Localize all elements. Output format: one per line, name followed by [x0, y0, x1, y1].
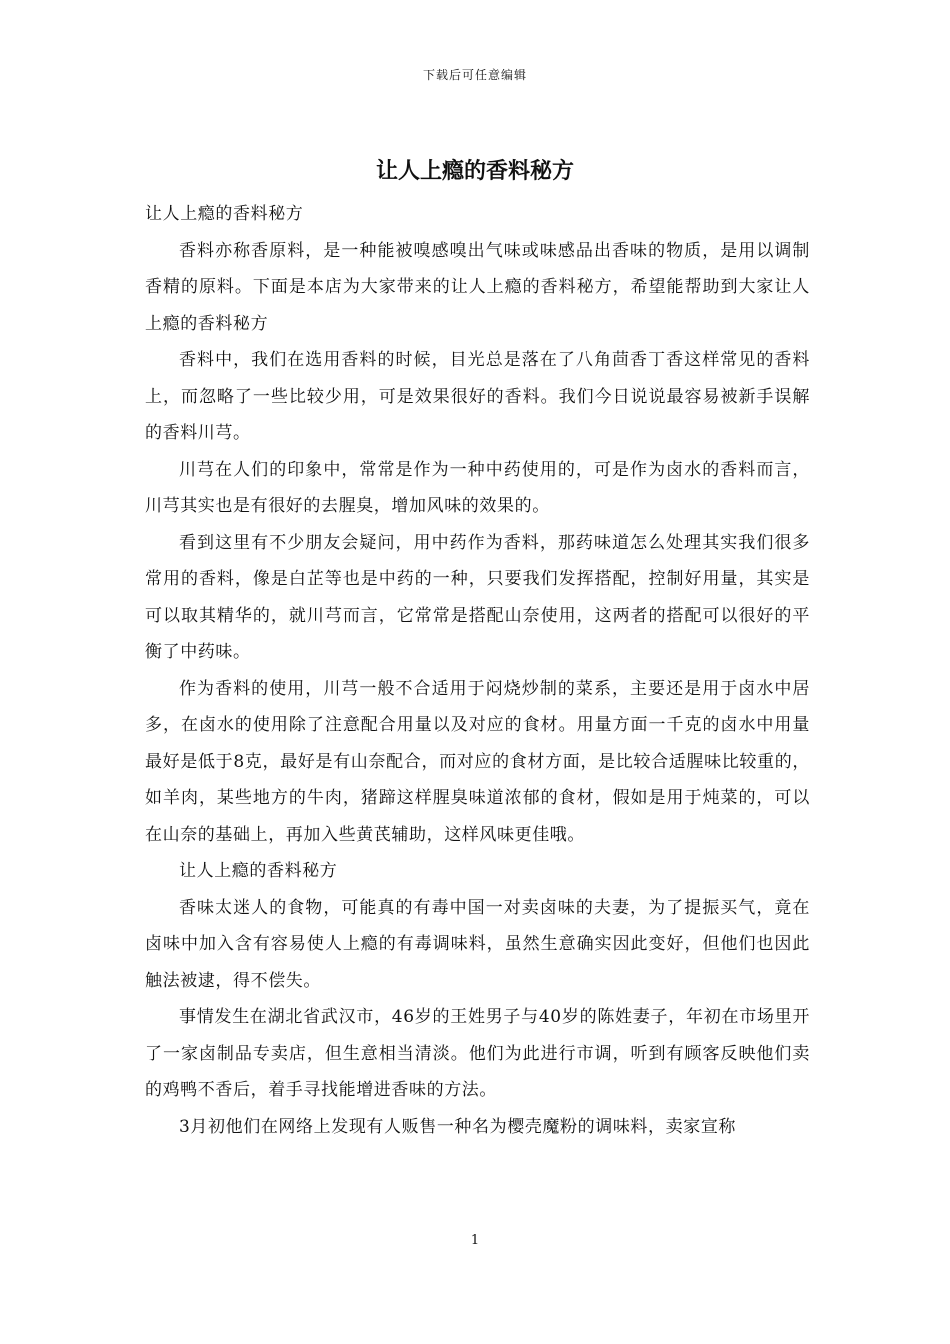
document-body: [145, 196, 810, 1145]
paragraph-intro: 香料亦称香原料，是一种能被嗅感嗅出气味或味感品出香味的物质，是用以调制香精的原料。下面是本店为大家带来的让人上瘾的香料秘方，希望能帮助到大家让人上瘾的香料秘方: [145, 240, 810, 334]
section-heading-paragraph: 让人上瘾的香料秘方: [179, 861, 338, 881]
header-note: 下载后可任意编辑: [422, 68, 527, 82]
document-title: 让人上瘾的香料秘方: [375, 158, 574, 184]
page-number: 1: [470, 1233, 480, 1248]
paragraph-usage: 作为香料的使用，川芎一般不合适用于闷烧炒制的菜系，主要还是用于卤水中居多，在卤水的使用除了注意配合用量以及对应的食材。用量方面一千克的卤水中用量最好是低于8克，最好是有山奈配合，而对应的食材方面，是比较合适腥味比较重的，如羊肉，某些地方的牛肉，猪蹄这样腥臭味道浓郁的食材，假如是用于炖菜的，可以在山奈的基础上，再加入些黄芪辅助，这样风味更佳哦。: [145, 678, 810, 845]
paragraph-news-continued: 3月初他们在网络上发现有人贩售一种名为樱壳魔粉的调味料，卖家宣称: [179, 1116, 737, 1137]
paragraph-chuanxiong-intro: 香料中，我们在选用香料的时候，目光总是落在了八角茴香丁香这样常见的香料上，而忽略了一些比较少用，可是效果很好的香料。我们今日说说最容易被新手误解的香料川芎。: [145, 350, 810, 443]
paragraph-news-intro: 香味太迷人的食物，可能真的有毒中国一对卖卤味的夫妻，为了提振买气，竟在卤味中加入含有容易使人上瘾的有毒调味料，虽然生意确实因此变好，但他们也因此触法被逮，得不偿失。: [145, 897, 810, 991]
paragraph-medicine-question: 看到这里有不少朋友会疑问，用中药作为香料，那药味道怎么处理其实我们很多常用的香料，像是白芷等也是中药的一种，只要我们发挥搭配，控制好用量，其实是可以取其精华的，就川芎而言，它常常是搭配山奈使用，这两者的搭配可以很好的平衡了中药味。: [145, 532, 810, 662]
paragraph-chuanxiong-effect: 川芎在人们的印象中，常常是作为一种中药使用的，可是作为卤水的香料而言，川芎其实也是有很好的去腥臭，增加风味的效果的。: [145, 459, 810, 516]
paragraph-news-detail: 事情发生在湖北省武汉市，46岁的王姓男子与40岁的陈姓妻子，年初在市场里开了一家卤制品专卖店，但生意相当清淡。他们为此进行市调，听到有顾客反映他们卖的鸡鸭不香后，着手寻找能增进香味的方法。: [145, 1007, 810, 1100]
subtitle-paragraph: 让人上瘾的香料秘方: [145, 204, 304, 224]
